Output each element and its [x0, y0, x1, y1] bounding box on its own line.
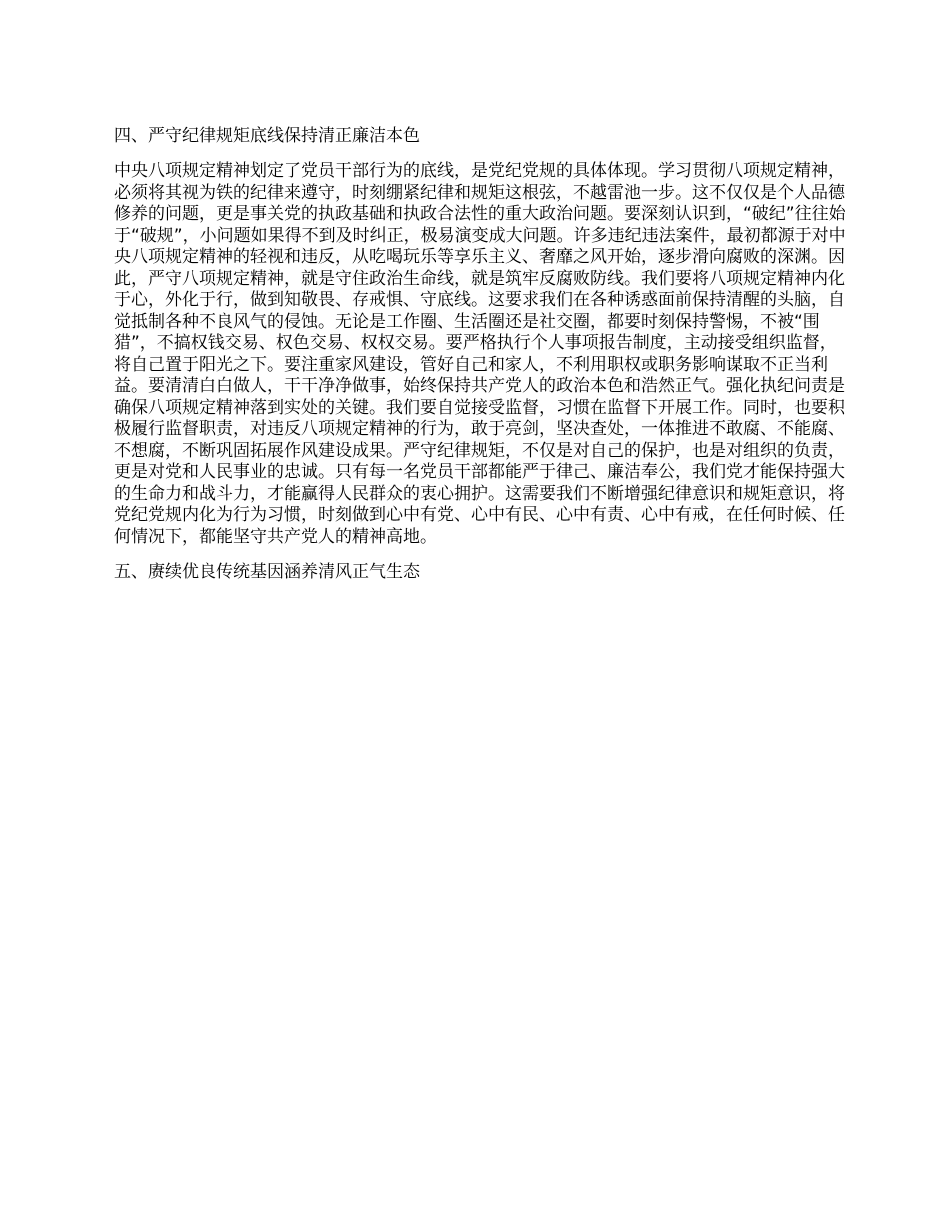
section-5-heading: 五、赓续优良传统基因涵养清风正气生态 [114, 562, 420, 582]
section-4-paragraph: 中央八项规定精神划定了党员干部行为的底线，是党纪党规的具体体现。学习贯彻八项规定精神，必须将其视为铁的纪律来遵守，时刻绷紧纪律和规矩这根弦，不越雷池一步。这不仅仅是个人品德修养的问题，更是事关党的执政基础和执政合法性的重大政治问题。要深刻认识到，“破纪”往往始于“破规”，小问题如果得不到及时纠正，极易演变成大问题。许多违纪违法案件，最初都源于对中央八项规定精神的轻视和违反，从吃喝玩乐等享乐主义、奢靡之风开始，逐步滑向腐败的深渊。因此，严守八项规定精神，就是守住政治生命线，就是筑牢反腐败防线。我们要将八项规定精神内化于心，外化于行，做到知敬畏、存戒惧、守底线。这要求我们在各种诱惑面前保持清醒的头脑，自觉抵制各种不良风气的侵蚀。无论是工作圈、生活圈还是社交圈，都要时刻保持警惕，不被“围猎”，不搞权钱交易、权色交易、权权交易。要严格执行个人事项报告制度，主动接受组织监督，将自己置于阳光之下。要注重家风建设，管好自己和家人，不利用职权或职务影响谋取不正当利益。要清清白白做人，干干净净做事，始终保持共产党人的政治本色和浩然正气。强化执纪问责是确保八项规定精神落到实处的关键。我们要自觉接受监督，习惯在监督下开展工作。同时，也要积极履行监督职责，对违反八项规定精神的行为，敢于亮剑，坚决查处，一体推进不敢腐、不能腐、不想腐，不断巩固拓展作风建设成果。严守纪律规矩，不仅是对自己的保护，也是对组织的负责，更是对党和人民事业的忠诚。只有每一名党员干部都能严于律己、廉洁奉公，我们党才能保持强大的生命力和战斗力，才能赢得人民群众的衷心拥护。这需要我们不断增强纪律意识和规矩意识，将党纪党规内化为行为习惯，时刻做到心中有党、心中有民、心中有责、心中有戒，在任何时候、任何情况下，都能坚守共产党人的精神高地。 [114, 161, 846, 547]
document-page [114, 124, 850, 584]
section-4-heading: 四、严守纪律规矩底线保持清正廉洁本色 [114, 126, 420, 146]
